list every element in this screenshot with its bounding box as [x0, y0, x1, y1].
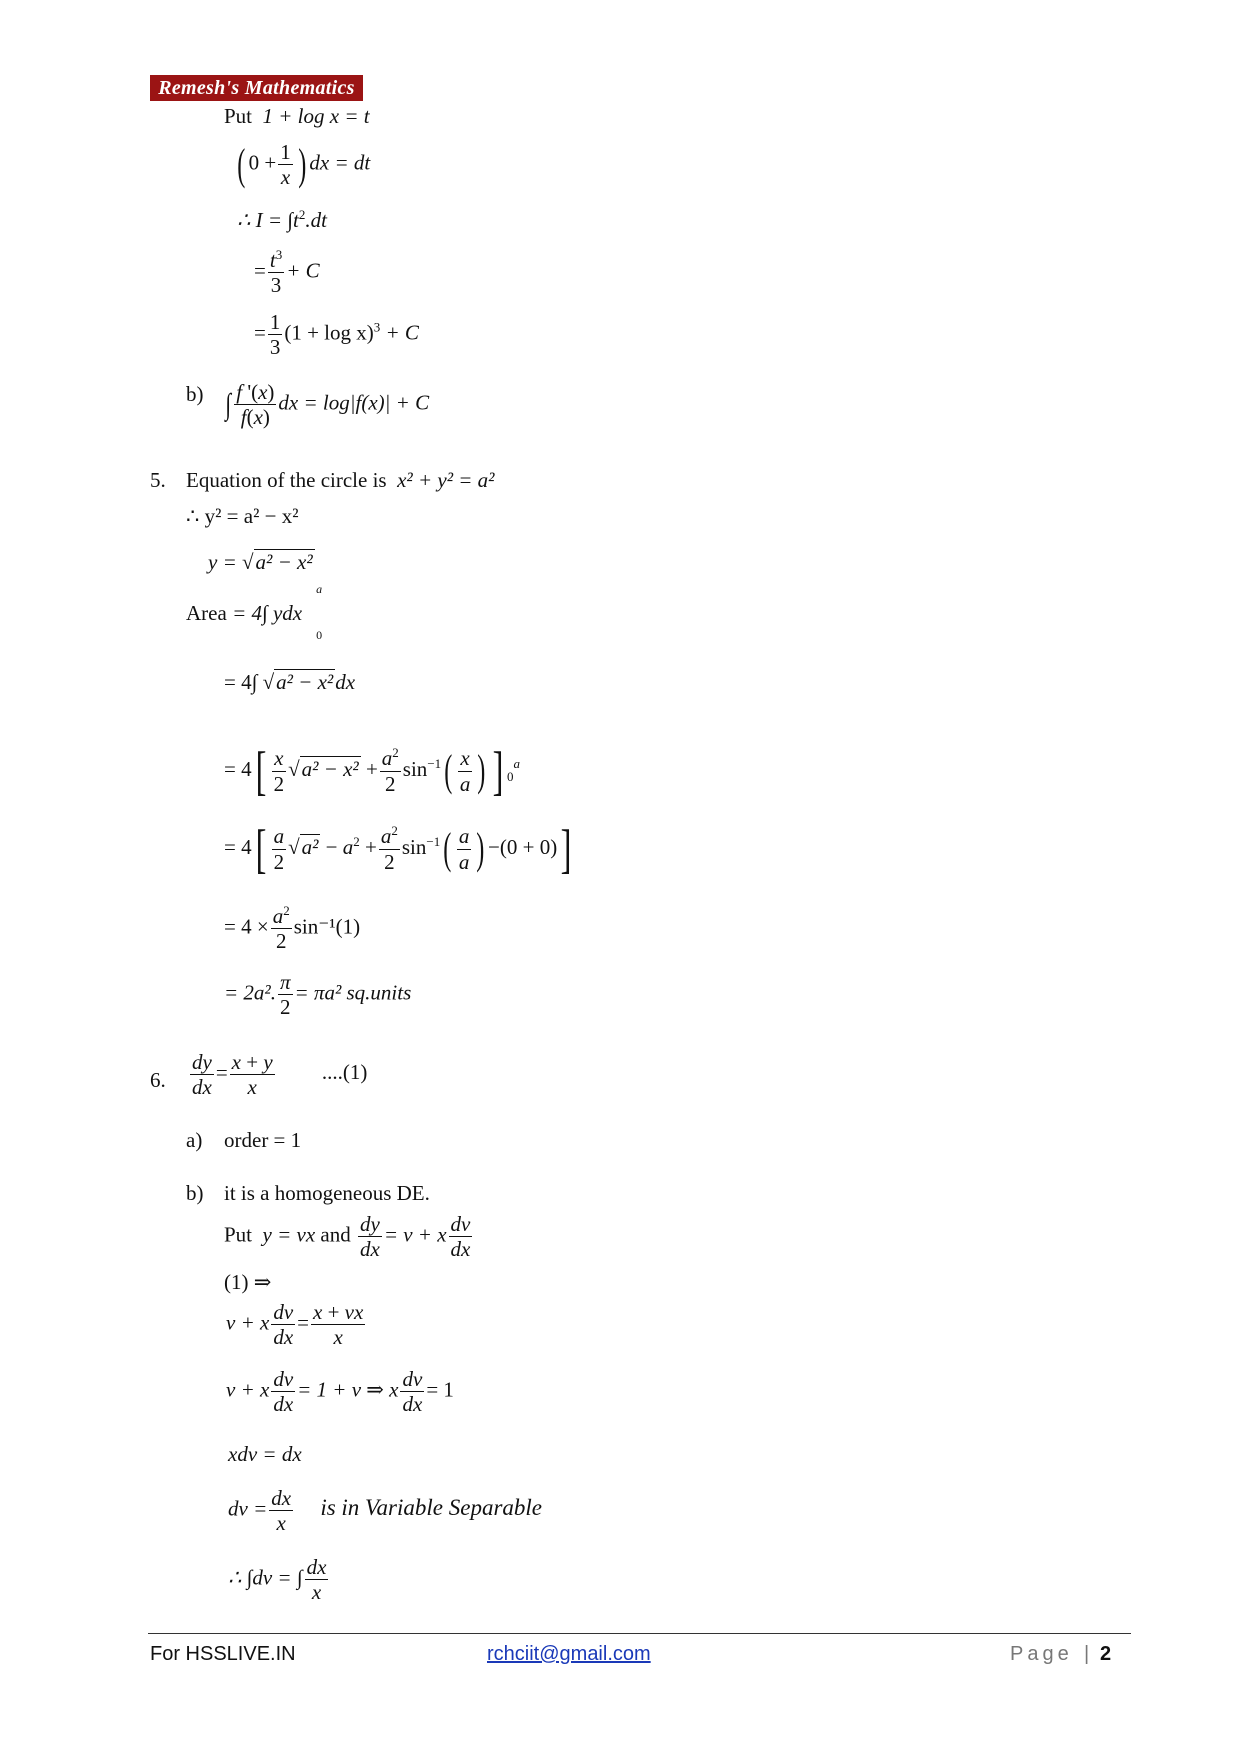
footer-separator: | — [1084, 1643, 1090, 1665]
put2-rhs: = v + x — [383, 1222, 447, 1247]
q6-number: 6. — [150, 1068, 166, 1092]
result-line-2: = $\frac{1}{3}$ $(1 + \log x)^3 + C$ — [254, 310, 419, 360]
step6-end: = πa² sq.units — [294, 980, 412, 1005]
eq-1: = — [297, 1310, 309, 1335]
q5-equation: x² + y² = a² — [397, 468, 495, 492]
step5-prefix: = 4 × — [224, 914, 269, 939]
dx-dt: dx = dt — [309, 150, 371, 175]
separable-note: is in Variable Separable — [320, 1495, 543, 1521]
final-integral: ∴ ∫dv = ∫ — [228, 1565, 303, 1590]
header-banner: Remesh's Mathematics — [150, 75, 363, 101]
q5-number: 5. — [150, 468, 166, 492]
derivative-line: ( 0 + $\frac{1}{x}$ ) dx = dt — [237, 139, 371, 190]
part-b-formula: ∫ $\frac{f '(x)}{f(x)}$ dx = log|f(x)| + C — [225, 380, 430, 430]
q6-part-a-label: a) — [186, 1128, 203, 1152]
vx-2: v + x — [226, 1377, 270, 1402]
q6-tag: ....(1) — [321, 1060, 368, 1085]
dv-lhs: dv = — [228, 1496, 268, 1521]
put2-expression: y = vx — [262, 1222, 316, 1247]
area-step-2: = 4[ $\frac{x}{2}$ √a² − x² + $\frac{a^2}{2}$ $\sin^{-1}$( $\frac{x}{a}$ ) ] $_0^a$ — [224, 741, 520, 801]
put-text: Put — [224, 104, 253, 128]
step5-end: sin⁻¹(1) — [293, 914, 361, 939]
substitution-line: Put y = vx and $\frac{dy}{dx}$ = v + x $\frac{dv}{dx}$ — [224, 1212, 471, 1262]
area-step-1: = 4∫ √a² − x²dx — [224, 670, 356, 694]
plus-c-1: + C — [286, 258, 320, 283]
area-step-5: = 2a². $\frac{\pi}{2}$ = πa² sq.units — [224, 970, 412, 1020]
step1-prefix: = 4∫ — [224, 670, 258, 694]
q5-radicand: a² − x² — [255, 550, 313, 574]
q5-text: Equation of the circle is — [186, 468, 387, 492]
part-b-rhs: dx = log|f(x)| + C — [278, 390, 430, 415]
step1-end: dx — [335, 670, 356, 694]
footer-email-link[interactable]: rchciit@gmail.com — [487, 1643, 651, 1665]
footer-page-label: Page — [1010, 1643, 1073, 1665]
area-label: Area — [186, 601, 227, 625]
area-step-4: = 4 × $\frac{a^2}{2}$ sin⁻¹(1) — [224, 903, 361, 954]
plus-c-2: + C — [385, 320, 419, 345]
log-part: (1 + log x) — [284, 320, 374, 345]
eq2-mid: = 1 + v ⇒ x — [297, 1377, 399, 1402]
q6-part-b-label: b) — [186, 1181, 204, 1205]
step6-prefix: = 2a². — [224, 980, 276, 1005]
put2-text: Put — [224, 1222, 253, 1247]
vx-1: v + x — [226, 1310, 270, 1335]
implies-line: (1) ⇒ — [224, 1270, 272, 1294]
eq2-end: = 1 — [426, 1377, 454, 1402]
area-expression: = 4∫ ydx — [232, 601, 303, 625]
xdv-line — [228, 1444, 302, 1465]
i-integral: ∴ I = ∫t — [237, 208, 299, 232]
footer-divider — [148, 1633, 1131, 1634]
part-b-label: b) — [186, 382, 204, 406]
separable-line: dv = $\frac{dx}{x}$ is in Variable Separable — [228, 1486, 543, 1536]
xdv: xdv = dx — [228, 1442, 302, 1466]
q5-y: y = — [208, 550, 237, 574]
result-line-1: = $\frac{t^3}{3}$ + C — [254, 247, 320, 298]
equation-line-1: v + x $\frac{dv}{dx}$ = $\frac{x + vx}{x}$ — [226, 1300, 364, 1350]
equation-line-2: v + x $\frac{dv}{dx}$ = 1 + v ⇒ x $\frac{dv}{dx}$ = 1 — [226, 1367, 454, 1417]
q5-line-3: y = √a² − x² — [208, 550, 313, 574]
put-expression: 1 + log x = t — [262, 104, 370, 128]
final-integral-line: ∴ ∫dv = ∫ $\frac{dx}{x}$ — [228, 1555, 327, 1605]
area-step-3: = 4[ $\frac{a}{2}$ $√a^2 - a^2$ + $\frac{a^2}{2}$ $\sin^{-1}$( $\frac{a}{a}$ ) −(0 + 0)] — [224, 819, 572, 879]
q5-line — [186, 470, 494, 491]
footer-page-number: 2 — [1100, 1643, 1112, 1665]
q6-equation: $\frac{dy}{dx}$ = $\frac{x + y}{x}$ ....(1) — [192, 1050, 368, 1100]
q6-part-b-text: it is a homogeneous DE. — [224, 1181, 430, 1205]
q5-line-2: ∴ y² = a² − x² — [186, 504, 299, 528]
q6-part-a-text: order = 1 — [224, 1128, 302, 1152]
integral-line: ∴ $I = \int t^2.dt$ — [237, 207, 327, 232]
put-line — [224, 106, 370, 127]
and-text: and — [320, 1222, 351, 1247]
step1-radicand: a² − x² — [276, 670, 334, 694]
area-line: Area a 0 = 4∫ ydx — [186, 582, 323, 642]
i-integral-end: .dt — [305, 208, 327, 232]
footer-site: For HSSLIVE.IN — [150, 1643, 296, 1665]
